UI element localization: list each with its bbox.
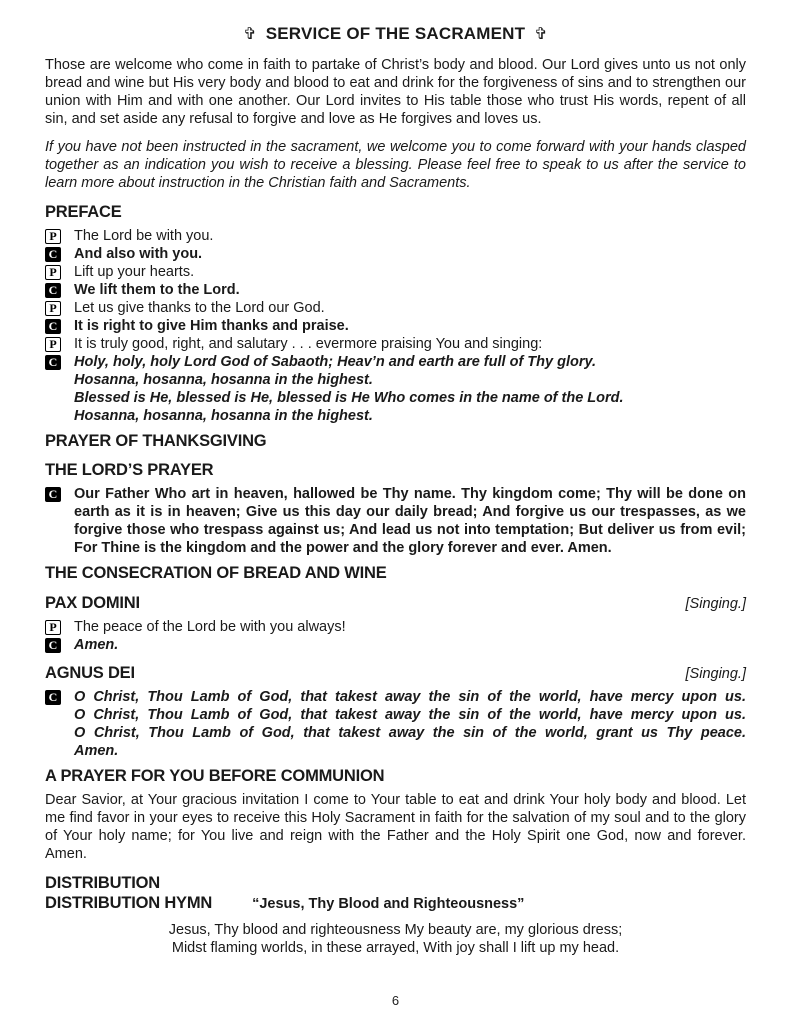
versicle-row bbox=[45, 688, 746, 760]
page-title-text: SERVICE OF THE SACRAMENT bbox=[265, 24, 526, 43]
hymn-title: “Jesus, Thy Blood and Righteousness” bbox=[252, 896, 525, 912]
singing-rubric: [Singing.] bbox=[685, 596, 746, 612]
congregation-mark-icon: C bbox=[45, 283, 61, 298]
agnus-dei-line: O Christ, Thou Lamb of God, that takest away the sin of the world, grant us Thy peace. bbox=[74, 725, 746, 741]
versicle-text: Lift up your hearts. bbox=[74, 264, 195, 280]
versicle-row bbox=[45, 485, 746, 557]
agnus-dei-heading-row bbox=[45, 663, 746, 683]
congregation-mark-icon: C bbox=[45, 319, 61, 334]
congregation-mark-icon: C bbox=[45, 355, 61, 370]
agnus-dei-line: Amen. bbox=[74, 743, 119, 759]
agnus-dei-text bbox=[74, 688, 746, 760]
sanctus-line: Hosanna, hosanna, hosanna in the highest. bbox=[74, 408, 373, 424]
versicle-text: The peace of the Lord be with you always! bbox=[74, 619, 346, 635]
cross-icon: ✞ bbox=[243, 26, 257, 43]
versicle-row bbox=[45, 335, 746, 353]
versicle-row bbox=[45, 299, 746, 317]
congregation-mark-icon: C bbox=[45, 690, 61, 705]
versicle-row bbox=[45, 618, 746, 636]
agnus-dei-block bbox=[45, 688, 746, 760]
pastor-mark-icon: P bbox=[45, 301, 61, 316]
agnus-dei-heading: AGNUS DEI bbox=[45, 664, 135, 682]
versicle-text: Let us give thanks to the Lord our God. bbox=[74, 300, 325, 316]
consecration-heading: THE CONSECRATION OF BREAD AND WINE bbox=[45, 564, 387, 582]
pax-domini-heading: PAX DOMINI bbox=[45, 594, 140, 612]
pastor-mark-icon: P bbox=[45, 229, 61, 244]
communion-prayer-heading: A PRAYER FOR YOU BEFORE COMMUNION bbox=[45, 767, 385, 785]
singing-rubric: [Singing.] bbox=[685, 666, 746, 682]
page-number: 6 bbox=[391, 993, 400, 1008]
congregation-mark-icon: C bbox=[45, 487, 61, 502]
versicle-row bbox=[45, 245, 746, 263]
distribution-hymn-heading: DISTRIBUTION HYMN bbox=[45, 894, 213, 912]
pastor-mark-icon: P bbox=[45, 620, 61, 635]
page-title bbox=[45, 24, 746, 44]
agnus-dei-line: O Christ, Thou Lamb of God, that takest away the sin of the world, have mercy upon us. bbox=[74, 689, 746, 705]
preface-versicles bbox=[45, 227, 746, 425]
versicle-row bbox=[45, 263, 746, 281]
sanctus-line: Blessed is He, blessed is He, blessed is He Who comes in the name of the Lord. bbox=[74, 390, 624, 406]
prayer-of-thanksgiving-heading: PRAYER OF THANKSGIVING bbox=[45, 432, 267, 450]
pastor-mark-icon: P bbox=[45, 265, 61, 280]
distribution-heading: DISTRIBUTION bbox=[45, 874, 160, 892]
pastor-mark-icon: P bbox=[45, 337, 61, 352]
versicle-text: We lift them to the Lord. bbox=[74, 282, 240, 298]
hymn-verse-line: Jesus, Thy blood and righteousness My beauty are, my glorious dress; bbox=[168, 922, 623, 938]
preface-heading: PREFACE bbox=[45, 203, 122, 221]
lords-prayer-block bbox=[45, 485, 746, 557]
lords-prayer-heading: THE LORD’S PRAYER bbox=[45, 461, 214, 479]
versicle-text: The Lord be with you. bbox=[74, 228, 214, 244]
versicle-row bbox=[45, 317, 746, 335]
versicle-row bbox=[45, 281, 746, 299]
agnus-dei-line: O Christ, Thou Lamb of God, that takest away the sin of the world, have mercy upon us. bbox=[74, 707, 746, 723]
pax-domini-heading-row bbox=[45, 593, 746, 613]
instruction-note: If you have not been instructed in the sacrament, we welcome you to come forward with your hands clasped together as an indication you wish to receive a blessing. Please feel free to speak to us after the service to learn more about instruction in the Christian faith and Sacraments. bbox=[45, 139, 746, 191]
versicle-text: It is right to give Him thanks and praise. bbox=[74, 318, 349, 334]
versicle-text: And also with you. bbox=[74, 246, 203, 262]
versicle-text: Amen. bbox=[74, 637, 119, 653]
congregation-mark-icon: C bbox=[45, 638, 61, 653]
sanctus-text bbox=[74, 353, 746, 425]
distribution-hymn-row bbox=[45, 893, 746, 913]
sanctus-row bbox=[45, 353, 746, 425]
cross-icon: ✞ bbox=[534, 26, 548, 43]
versicle-row bbox=[45, 227, 746, 245]
welcome-paragraph: Those are welcome who come in faith to partake of Christ’s body and blood. Our Lord gives unto us not only bread and wine but His very body and blood to eat and drink for the forgiveness of sins and to strengthen our union with Him and with one another. Our Lord invites to His table those who trust His words, repent of all sin, and set aside any refusal to forgive and love as He forgives and loves us. bbox=[45, 57, 746, 127]
lords-prayer-text: Our Father Who art in heaven, hallowed be Thy name. Thy kingdom come; Thy will be done on earth as it is in heaven; Give us this day our daily bread; And forgive us our trespasses, as we forgive those who trespass against us; And lead us not into temptation; But deliver us from evil; For Thine is the kingdom and the power and the glory forever and ever. Amen. bbox=[74, 486, 746, 556]
communion-prayer-text: Dear Savior, at Your gracious invitation I come to Your table to eat and drink Your holy body and blood. Let me find favor in your eyes to receive this Holy Sacrament in faith for the salvation of my soul and to the glory of Your holy name; for You live and reign with the Father and the Holy Spirit one God, now and forever. Amen. bbox=[45, 792, 746, 862]
versicle-text: It is truly good, right, and salutary . . . evermore praising You and singing: bbox=[74, 336, 543, 352]
sanctus-line: Holy, holy, holy Lord God of Sabaoth; Heav’n and earth are full of Thy glory. bbox=[74, 354, 597, 370]
pax-domini-versicles bbox=[45, 618, 746, 654]
sanctus-line: Hosanna, hosanna, hosanna in the highest. bbox=[74, 372, 373, 388]
hymn-verse-line: Midst flaming worlds, in these arrayed, With joy shall I lift up my head. bbox=[171, 940, 620, 956]
hymn-verse bbox=[45, 921, 746, 957]
congregation-mark-icon: C bbox=[45, 247, 61, 262]
versicle-row bbox=[45, 636, 746, 654]
